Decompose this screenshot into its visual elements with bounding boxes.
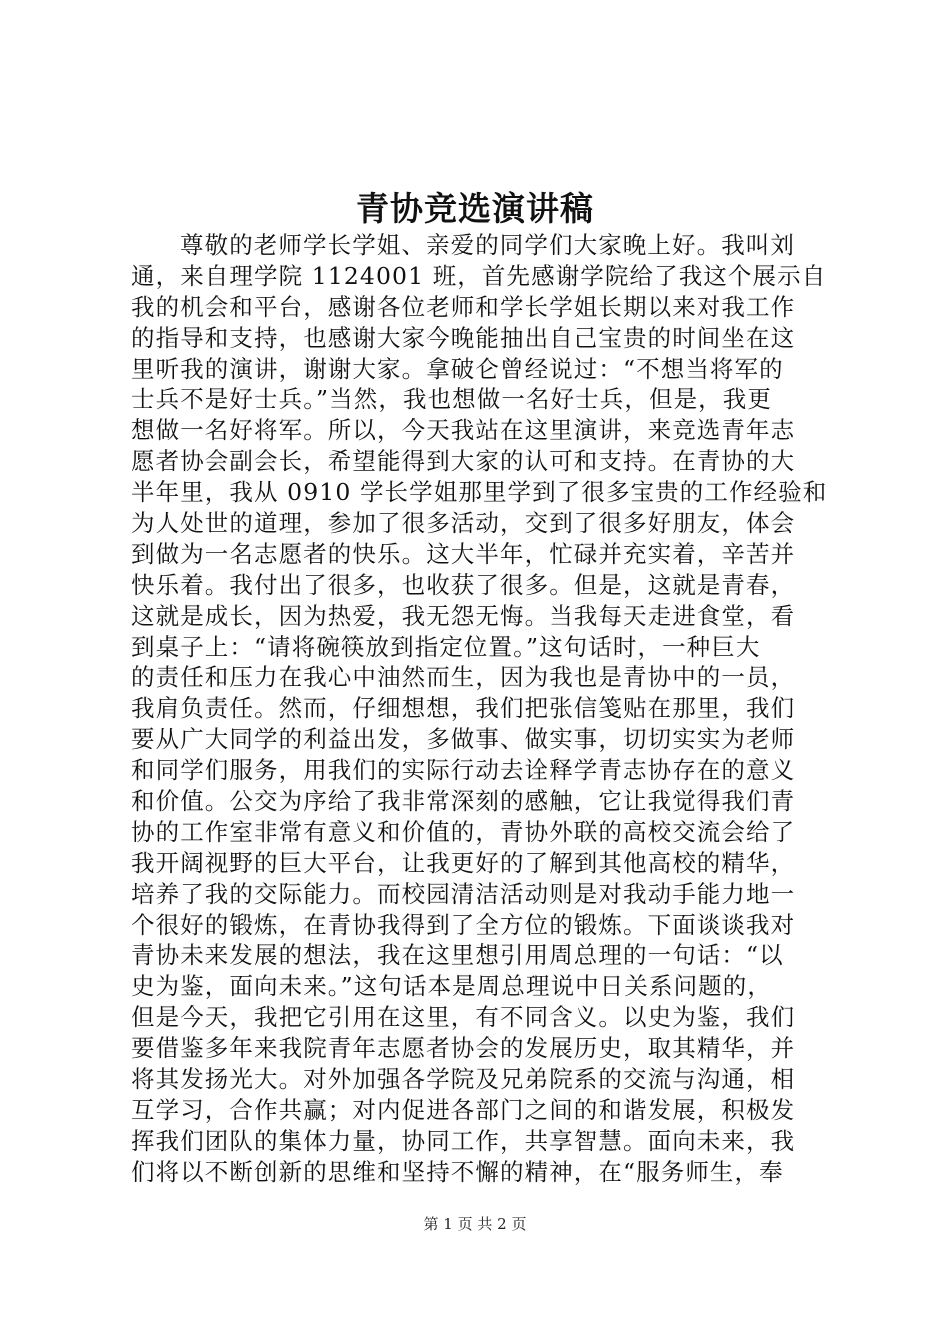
text-line: 青协未来发展的想法，我在这里想引用周总理的一句话：“以 <box>131 941 784 970</box>
text-line: 到桌子上：“请将碗筷放到指定位置。”这句话时，一种巨大 <box>131 632 761 661</box>
page-footer: 第 1 页 共 2 页 <box>423 1215 527 1233</box>
text-line: 互学习，合作共赢；对内促进各部门之间的和谐发展，积极发 <box>131 1095 796 1124</box>
text-line: 这就是成长，因为热爱，我无怨无悔。当我每天走进食堂，看 <box>131 601 796 630</box>
text-line: 的责任和压力在我心中油然而生，因为我也是青协中的一员， <box>131 663 796 692</box>
text-line: 尊敬的老师学长学姐、亲爱的同学们大家晚上好。我叫刘 <box>180 231 795 259</box>
text-line: 但是今天，我把它引用在这里，有不同含义。以史为鉴，我们 <box>131 1003 796 1032</box>
text-line: 协的工作室非常有意义和价值的，青协外联的高校交流会给了 <box>131 817 796 846</box>
text-line: 要从广大同学的利益出发，多做事、做实事，切切实实为老师 <box>131 725 796 754</box>
text-line: 想做一名好将军。所以，今天我站在这里演讲，来竞选青年志 <box>131 416 796 445</box>
text-line: 半年里，我从 0910 学长学姐那里学到了很多宝贵的工作经验和 <box>131 478 827 507</box>
text-line: 快乐着。我付出了很多，也收获了很多。但是，这就是青春， <box>131 570 796 599</box>
text-line: 将其发扬光大。对外加强各学院及兄弟院系的交流与沟通，相 <box>131 1065 796 1094</box>
text-line: 我开阔视野的巨大平台，让我更好的了解到其他高校的精华， <box>131 848 796 877</box>
text-line: 里听我的演讲，谢谢大家。拿破仑曾经说过：“不想当将军的 <box>131 354 784 383</box>
text-line: 个很好的锻炼，在青协我得到了全方位的锻炼。下面谈谈我对 <box>131 910 796 939</box>
text-line: 和同学们服务，用我们的实际行动去诠释学青志协存在的意义 <box>131 756 796 785</box>
text-line: 我肩负责任。然而，仔细想想，我们把张信笺贴在那里，我们 <box>131 694 796 723</box>
text-line: 要借鉴多年来我院青年志愿者协会的发展历史，取其精华，并 <box>131 1034 796 1063</box>
document-title: 青协竞选演讲稿 <box>356 189 594 228</box>
text-line: 士兵不是好士兵。”当然，我也想做一名好士兵，但是，我更 <box>131 385 772 414</box>
text-line: 到做为一名志愿者的快乐。这大半年，忙碌并充实着，辛苦并 <box>131 539 796 568</box>
text-line: 为人处世的道理，参加了很多活动，交到了很多好朋友，体会 <box>131 509 796 538</box>
text-line: 培养了我的交际能力。而校园清洁活动则是对我动手能力地一 <box>131 879 796 908</box>
text-line: 挥我们团队的集体力量，协同工作，共享智慧。面向未来，我 <box>131 1126 796 1155</box>
speech-body <box>131 230 827 1188</box>
text-line: 的指导和支持，也感谢大家今晚能抽出自己宝贵的时间坐在这 <box>131 323 796 352</box>
text-line: 史为鉴，面向未来。”这句话本是周总理说中日关系问题的， <box>131 972 772 1001</box>
text-line: 我的机会和平台，感谢各位老师和学长学姐长期以来对我工作 <box>131 292 796 321</box>
text-line: 愿者协会副会长，希望能得到大家的认可和支持。在青协的大 <box>131 447 796 476</box>
text-line: 和价值。公交为序给了我非常深刻的感触，它让我觉得我们青 <box>131 787 796 816</box>
text-line: 们将以不断创新的思维和坚持不懈的精神，在“服务师生，奉 <box>131 1157 784 1186</box>
text-line: 通，来自理学院 1124001 班，首先感谢学院给了我这个展示自 <box>131 261 827 290</box>
